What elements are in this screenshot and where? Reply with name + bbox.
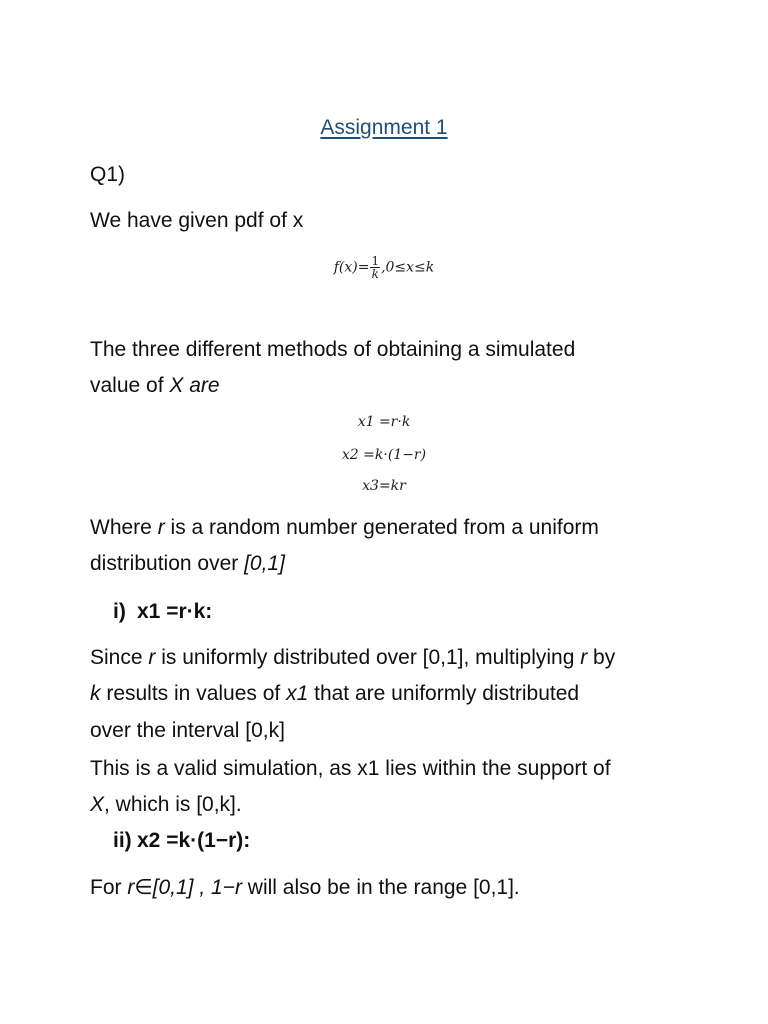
para-ii-var: r∈[0,1] , 1−r [127, 876, 242, 899]
where-line-1 [90, 510, 599, 546]
section-i-heading [113, 594, 212, 630]
method-equation-1: x1 =r·k [357, 414, 411, 430]
para-i-text-a: Since [90, 646, 149, 669]
para-ii-line-1 [90, 870, 520, 906]
pdf-fraction [370, 255, 380, 280]
para-i-line2-text-b: that are uniformly distributed [308, 682, 580, 705]
para-i-line5-rest: , which is [0,k]. [104, 793, 242, 816]
section-ii-text: x2 =k·(1−r): [137, 829, 251, 852]
section-i-text: x1 =r·k: [137, 600, 213, 623]
section-ii-heading [113, 823, 250, 859]
para-i-line-1 [90, 640, 615, 676]
para-i-line-2 [90, 676, 579, 712]
para-i-var-x1: x1 [286, 682, 309, 705]
method-equation-3: x3=kr [362, 478, 406, 494]
para-ii-rest: will also be in the range [0,1]. [241, 876, 520, 899]
method-equation-2: x2 =k·(1−r) [341, 447, 427, 463]
methods-intro-line-2 [90, 368, 220, 404]
pdf-equation [0, 255, 768, 280]
para-i-var-r2: r [580, 646, 588, 669]
para-i-line-5 [90, 787, 242, 823]
question-label: Q1) [90, 163, 126, 186]
fraction-denominator: k [371, 267, 379, 281]
para-i-var-r1: r [148, 646, 156, 669]
pdf-lhs: f(x)= [333, 259, 370, 276]
where-line-2 [90, 546, 285, 582]
section-ii-marker: ii) [113, 829, 132, 852]
where-line2-prefix: distribution over [90, 552, 245, 575]
para-i-line2-text-a: results in values of [100, 682, 287, 705]
methods-intro-line-1: The three different methods of obtaining a simulated [90, 338, 576, 361]
pdf-rhs: ,0≤x≤k [381, 259, 435, 276]
para-i-line-4: This is a valid simulation, as x1 lies within the support of [90, 757, 611, 780]
where-prefix: Where [90, 516, 158, 539]
where-var-r: r [157, 516, 165, 539]
where-line2-interval: [0,1] [244, 552, 285, 575]
intro-text: We have given pdf of x [90, 209, 304, 232]
para-i-text-b: is uniformly distributed over [0,1], multiplying [155, 646, 581, 669]
document-title: Assignment 1 [320, 116, 448, 139]
para-i-line-3: over the interval [0,k] [90, 719, 285, 742]
methods-intro-var: X are [169, 374, 220, 397]
methods-intro-prefix: value of [90, 374, 170, 397]
where-suffix: is a random number generated from a uniform [164, 516, 599, 539]
para-i-var-k: k [90, 682, 101, 705]
para-ii-prefix: For [90, 876, 128, 899]
para-i-text-c: by [587, 646, 616, 669]
para-i-var-X: X [90, 793, 105, 816]
section-i-marker: i) [113, 600, 126, 623]
fraction-numerator: 1 [371, 254, 380, 268]
